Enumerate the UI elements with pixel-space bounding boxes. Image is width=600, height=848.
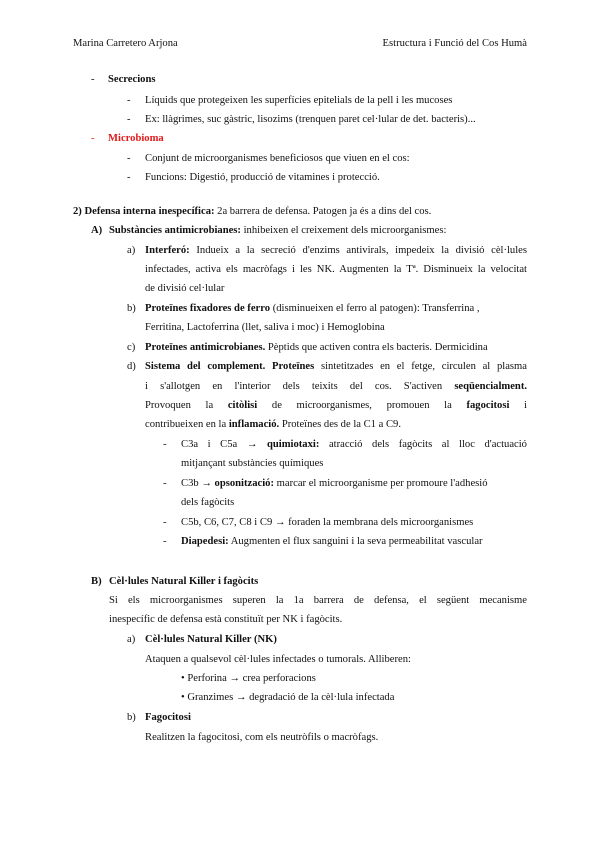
complement-sub-item xyxy=(181,535,483,548)
list-marker: b) xyxy=(127,303,136,314)
antimicrobial-proteins-title: Proteïnes antimicrobianes. xyxy=(145,342,266,353)
complement-title: Sistema del complement. xyxy=(145,361,266,372)
sub-lead: C3b xyxy=(181,478,202,489)
complement-sub-item xyxy=(181,477,488,490)
section2-heading xyxy=(73,205,431,218)
complement-sequential: seqüencialment. xyxy=(454,381,527,392)
substances-title: Substàncies antimicrobianes: xyxy=(109,225,241,236)
nk-phagocytes-title: Cèl·lules Natural Killer i fagòcits xyxy=(109,576,259,587)
dash-marker: - xyxy=(163,536,167,547)
nk-bullet: • Perforina → crea perforacions xyxy=(181,673,316,684)
header-course: Estructura i Funció del Cos Humà xyxy=(382,38,527,49)
sub-rest: Augmenten el flux sanguini i la seva permeabilitat vascular xyxy=(228,536,483,547)
complement-sub-item: C5b, C6, C7, C8 i C9 → foraden la membrana dels microorganismes xyxy=(181,517,474,528)
complement-citolisi: citòlisi xyxy=(227,400,258,411)
complement-text: i xyxy=(509,400,527,411)
iron-proteins-text: (disminueixen el ferro al patogen): Transferrina , xyxy=(270,303,480,314)
list-marker: a) xyxy=(127,245,136,256)
section2-heading-rest: 2a barrera de defensa. Patogen ja és a dins del cos. xyxy=(214,206,432,217)
sub-bold: Diapedesi: xyxy=(181,536,229,547)
header-author: Marina Carretero Arjona xyxy=(73,38,178,49)
interferon-title: Interferó: xyxy=(145,245,190,256)
nk-phagocytes-intro: Si els microorganismes superen la 1a barrera de defensa, el següent mecanisme xyxy=(109,595,527,606)
complement-text: Proteïnes des de la C1 a C9. xyxy=(279,419,401,430)
substances-rest: inhibeixen el creixement dels microorganismes: xyxy=(240,225,447,236)
list-marker: c) xyxy=(127,342,136,353)
secrecions-item: Líquids que protegeixen les superfícies epitelials de la pell i les mucoses xyxy=(145,95,453,106)
iron-proteins-line: Ferritina, Lactoferrina (llet, saliva i moc) i Hemoglobina xyxy=(145,322,385,333)
dash-marker: - xyxy=(127,114,131,125)
list-marker: b) xyxy=(127,712,136,723)
iron-proteins-line xyxy=(145,302,480,315)
complement-text: sintetitzades en el fetge, circulen al plasma xyxy=(314,361,527,372)
phagocytosis-text: Realitzen la fagocitosi, com els neutròfils o macròfags. xyxy=(145,732,379,743)
list-marker: B) xyxy=(91,576,102,587)
sub-bold: → opsonització: xyxy=(201,478,274,489)
dash-marker: - xyxy=(127,153,131,164)
interferon-line: de divisió cel·lular xyxy=(145,283,225,294)
complement-text: i s'allotgen en l'interior dels teixits del cos. S'activen xyxy=(145,381,455,392)
nk-phagocytes-intro: inespecífic de defensa està constituït per NK i fagòcits. xyxy=(109,614,343,625)
dash-marker: - xyxy=(127,95,131,106)
complement-sub-cont: mitjançant substàncies químiques xyxy=(181,458,324,469)
substances-heading xyxy=(109,224,446,237)
nk-title: Cèl·lules Natural Killer (NK) xyxy=(145,634,277,645)
list-marker: a) xyxy=(127,634,136,645)
microbioma-item: Funcions: Digestió, producció de vitamines i protecció. xyxy=(145,172,380,183)
complement-text: de microorganismes, promouen la xyxy=(257,400,467,411)
secrecions-item: Ex: llàgrimes, suc gàstric, lisozims (trenquen paret cel·lular de det. bacteris)... xyxy=(145,114,476,125)
dash-marker: - xyxy=(163,439,167,450)
dash-marker: - xyxy=(91,133,95,144)
dash-marker: - xyxy=(91,74,95,85)
microbioma-title: Microbioma xyxy=(108,133,164,144)
complement-inflamacio: inflamació. xyxy=(228,419,280,430)
microbioma-item: Conjunt de microorganismes beneficiosos que viuen en el cos: xyxy=(145,153,410,164)
complement-line xyxy=(145,360,527,373)
interferon-line: infectades, activa els macròfags i les NK. Augmenten la Tª. Disminueix la velocitat xyxy=(145,264,527,275)
complement-sub-cont: dels fagòcits xyxy=(181,497,235,508)
section2-heading-bold: 2) Defensa interna inespecífica: xyxy=(73,206,215,217)
complement-fagocitosi: fagocitosi xyxy=(466,400,510,411)
antimicrobial-proteins-text: Pèptids que activen contra els bacteris. Dermicidina xyxy=(265,342,488,353)
dash-marker: - xyxy=(163,478,167,489)
phagocytosis-title: Fagocitosi xyxy=(145,712,191,723)
complement-line xyxy=(145,399,527,412)
sub-rest: marcar el microorganisme per promoure l'adhesió xyxy=(274,478,488,489)
complement-text: Provoquen la xyxy=(145,400,228,411)
interferon-text: Indueix a la secreció d'enzims antivirals, impedeix la divisió cèl·lules xyxy=(189,245,527,256)
list-marker: A) xyxy=(91,225,103,236)
nk-text: Ataquen a qualsevol cèl·lules infectades o tumorals. Alliberen: xyxy=(145,654,411,665)
antimicrobial-proteins-line xyxy=(145,341,488,354)
secrecions-title: Secrecions xyxy=(108,74,156,85)
complement-line xyxy=(145,380,527,393)
complement-proteins: Proteïnes xyxy=(265,361,315,372)
sub-lead: C3a i C5a xyxy=(181,439,247,450)
complement-sub-item xyxy=(181,438,527,451)
sub-rest: atracció dels fagòcits al lloc d'actuació xyxy=(319,439,527,450)
interferon-line xyxy=(145,244,527,257)
iron-proteins-title: Proteïnes fixadores de ferro xyxy=(145,303,271,314)
dash-marker: - xyxy=(163,517,167,528)
dash-marker: - xyxy=(127,172,131,183)
complement-line xyxy=(145,418,401,431)
list-marker: d) xyxy=(127,361,136,372)
complement-text: contribueixen en la xyxy=(145,419,229,430)
nk-bullet: • Granzimes → degradació de la cèl·lula infectada xyxy=(181,692,395,703)
sub-bold: → quimiotaxi: xyxy=(246,439,320,450)
